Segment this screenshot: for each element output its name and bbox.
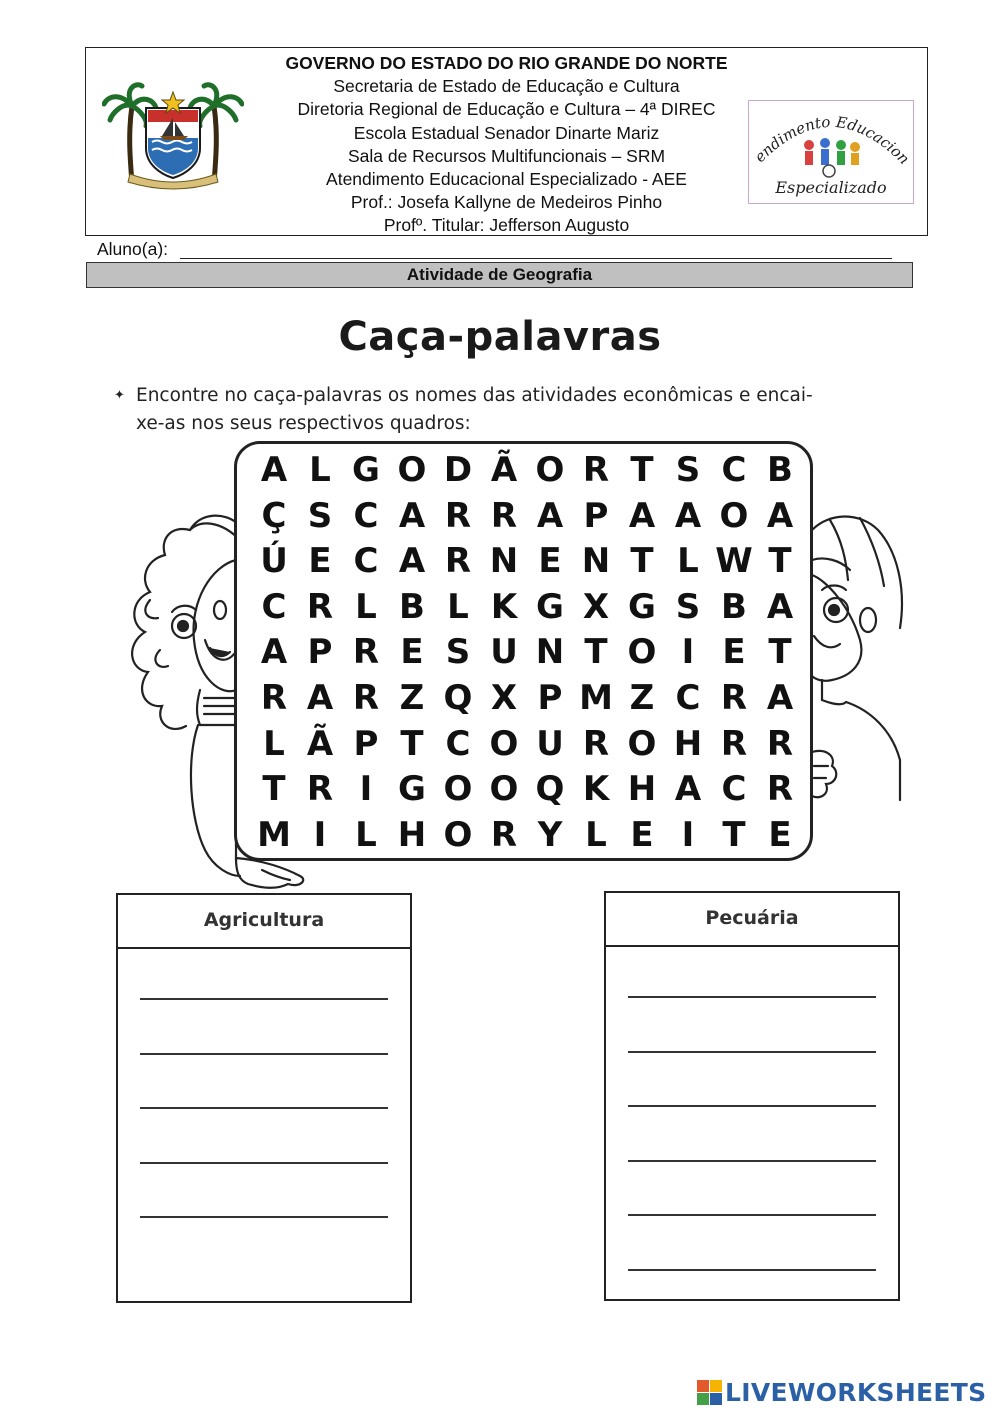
- grid-letter[interactable]: L: [447, 586, 469, 627]
- student-name-field[interactable]: [180, 258, 892, 259]
- grid-letter[interactable]: N: [489, 541, 519, 582]
- livestock-box: [604, 891, 900, 1301]
- grid-letter[interactable]: P: [583, 495, 609, 536]
- grid-letter[interactable]: R: [490, 495, 518, 536]
- grid-letter[interactable]: B: [721, 586, 747, 627]
- grid-letter[interactable]: O: [627, 632, 657, 673]
- grid-letter[interactable]: C: [445, 723, 471, 764]
- grid-letter[interactable]: X: [490, 678, 518, 718]
- grid-letter[interactable]: E: [722, 632, 746, 673]
- grid-letter[interactable]: C: [721, 450, 747, 490]
- grid-letter[interactable]: R: [720, 723, 748, 764]
- grid-letter[interactable]: O: [397, 450, 427, 490]
- grid-letter[interactable]: I: [359, 769, 373, 810]
- agriculture-box: [116, 893, 412, 1303]
- grid-letter[interactable]: H: [397, 814, 427, 855]
- grid-letter[interactable]: Ç: [261, 495, 287, 536]
- grid-letter[interactable]: R: [260, 678, 288, 718]
- grid-letter[interactable]: Ã: [490, 450, 518, 490]
- grid-letter[interactable]: T: [768, 632, 792, 673]
- grid-letter[interactable]: A: [536, 495, 564, 536]
- header-box: [85, 47, 928, 236]
- grid-letter[interactable]: A: [766, 495, 794, 536]
- grid-letter[interactable]: R: [444, 541, 472, 582]
- grid-letter[interactable]: A: [306, 678, 334, 718]
- grid-letter[interactable]: E: [400, 632, 424, 673]
- subject-bar: Atividade de Geografia: [86, 262, 913, 288]
- agriculture-box-title: Agricultura: [118, 895, 410, 949]
- word-search-grid: [234, 441, 813, 861]
- grid-letter[interactable]: R: [306, 586, 334, 627]
- grid-letter[interactable]: R: [490, 814, 518, 855]
- grid-letter[interactable]: O: [489, 769, 519, 810]
- grid-letter[interactable]: X: [582, 586, 610, 627]
- grid-letter[interactable]: E: [630, 814, 654, 855]
- grid-letter[interactable]: A: [766, 586, 794, 627]
- page-title: Caça-palavras: [338, 314, 662, 360]
- grid-letter[interactable]: I: [681, 814, 695, 855]
- grid-letter[interactable]: G: [352, 450, 380, 490]
- grid-letter[interactable]: U: [490, 632, 518, 673]
- grid-letter[interactable]: R: [306, 769, 334, 810]
- grid-letter[interactable]: R: [352, 678, 380, 718]
- grid-letter[interactable]: B: [767, 450, 793, 490]
- aee-logo-image: [749, 101, 913, 203]
- grid-letter[interactable]: L: [355, 586, 377, 627]
- grid-letter[interactable]: L: [677, 541, 699, 582]
- grid-letter[interactable]: I: [681, 632, 695, 673]
- grid-letter[interactable]: T: [722, 814, 746, 855]
- grid-letter[interactable]: T: [584, 632, 608, 673]
- grid-letter[interactable]: M: [257, 814, 291, 855]
- liveworksheets-logo-icon: [697, 1380, 723, 1406]
- grid-letter[interactable]: K: [582, 769, 610, 810]
- answer-line[interactable]: [140, 998, 388, 1000]
- grid-letter[interactable]: T: [630, 450, 654, 490]
- grid-letter[interactable]: A: [260, 632, 288, 673]
- grid-letter[interactable]: K: [490, 586, 518, 627]
- grid-letter[interactable]: A: [260, 450, 288, 490]
- grid-letter[interactable]: T: [400, 723, 424, 764]
- grid-letter[interactable]: Z: [399, 678, 425, 718]
- answer-line[interactable]: [140, 1107, 388, 1109]
- grid-letter[interactable]: A: [398, 541, 426, 582]
- grid-letter[interactable]: O: [535, 450, 565, 490]
- grid-letter[interactable]: A: [398, 495, 426, 536]
- bullet-icon: ✦: [114, 388, 125, 403]
- answer-line[interactable]: [140, 1053, 388, 1055]
- grid-letter[interactable]: L: [263, 723, 285, 764]
- grid-letter[interactable]: W: [715, 541, 753, 582]
- grid-letter[interactable]: U: [536, 723, 564, 764]
- grid-letter[interactable]: M: [579, 678, 613, 718]
- header-line-atendimento: Atendimento Educacional Especializado - AEE: [326, 169, 687, 190]
- grid-letter[interactable]: A: [628, 495, 656, 536]
- grid-letter[interactable]: O: [443, 814, 473, 855]
- grid-letter[interactable]: O: [443, 769, 473, 810]
- grid-letter[interactable]: P: [537, 678, 563, 718]
- svg-text:Especializado: Especializado: [775, 178, 887, 197]
- grid-letter[interactable]: B: [399, 586, 425, 627]
- grid-letter[interactable]: T: [768, 541, 792, 582]
- header-line-diretoria: Diretoria Regional de Educação e Cultura – 4ª DIREC: [297, 99, 716, 120]
- grid-letter[interactable]: C: [721, 769, 747, 810]
- student-name-label: Aluno(a):: [97, 239, 169, 259]
- answer-line[interactable]: [628, 1051, 876, 1053]
- grid-letter[interactable]: R: [720, 678, 748, 718]
- header-line-government: GOVERNO DO ESTADO DO RIO GRANDE DO NORTE: [285, 53, 728, 73]
- header-line-escola: Escola Estadual Senador Dinarte Mariz: [353, 122, 660, 143]
- grid-letter[interactable]: Ú: [260, 541, 288, 582]
- grid-letter[interactable]: S: [445, 632, 471, 673]
- grid-letter[interactable]: H: [673, 723, 703, 764]
- grid-letter[interactable]: O: [627, 723, 657, 764]
- instruction-line-2: xe-as nos seus respectivos quadros:: [136, 413, 471, 434]
- grid-letter[interactable]: N: [535, 632, 565, 673]
- grid-letter[interactable]: P: [307, 632, 333, 673]
- grid-letter[interactable]: O: [489, 723, 519, 764]
- grid-letter[interactable]: A: [766, 678, 794, 718]
- grid-letter[interactable]: G: [398, 769, 426, 810]
- grid-letter[interactable]: N: [581, 541, 611, 582]
- answer-line[interactable]: [628, 1269, 876, 1271]
- answer-line[interactable]: [628, 1160, 876, 1162]
- answer-line[interactable]: [628, 996, 876, 998]
- grid-letter[interactable]: I: [313, 814, 327, 855]
- grid-letter[interactable]: R: [582, 450, 610, 490]
- brand-text: LIVEWORKSHEETS: [725, 1378, 987, 1407]
- grid-letter[interactable]: C: [675, 678, 701, 718]
- answer-line[interactable]: [628, 1105, 876, 1107]
- answer-line[interactable]: [140, 1162, 388, 1164]
- grid-letter[interactable]: E: [308, 541, 332, 582]
- grid-letter[interactable]: R: [766, 769, 794, 810]
- state-crest-logo: [102, 78, 244, 190]
- grid-letter[interactable]: D: [443, 450, 473, 490]
- header-line-titular: Profº. Titular: Jefferson Augusto: [383, 215, 630, 236]
- grid-letter[interactable]: S: [675, 450, 701, 490]
- grid-letter[interactable]: L: [355, 814, 377, 855]
- header-line-secretaria: Secretaria de Estado de Educação e Cultura: [333, 76, 680, 97]
- aee-logo: [748, 100, 914, 204]
- grid-letter[interactable]: L: [585, 814, 607, 855]
- grid-letter[interactable]: R: [582, 723, 610, 764]
- grid-letter[interactable]: P: [353, 723, 379, 764]
- grid-letter[interactable]: A: [674, 769, 702, 810]
- grid-letter[interactable]: R: [352, 632, 380, 673]
- grid-letter[interactable]: S: [675, 586, 701, 627]
- svg-text:Atendimento Educacional: endimento Educacion: [750, 112, 913, 169]
- grid-letter[interactable]: T: [630, 541, 654, 582]
- grid-letter[interactable]: S: [307, 495, 333, 536]
- header-line-sala: Sala de Recursos Multifuncionais – SRM: [347, 145, 666, 166]
- instruction-line-1: Encontre no caça-palavras os nomes das atividades econômicas e encai-: [136, 385, 813, 406]
- grid-letter[interactable]: C: [353, 541, 379, 582]
- livestock-box-title: Pecuária: [606, 893, 898, 947]
- answer-line[interactable]: [140, 1216, 388, 1218]
- grid-letter[interactable]: A: [674, 495, 702, 536]
- grid-letter[interactable]: Z: [629, 678, 655, 718]
- grid-letter[interactable]: G: [628, 586, 656, 627]
- grid-letter[interactable]: H: [627, 769, 657, 810]
- grid-letter[interactable]: E: [538, 541, 562, 582]
- grid-letter[interactable]: Q: [535, 769, 565, 810]
- grid-letter[interactable]: Y: [537, 814, 563, 855]
- grid-letter[interactable]: O: [719, 495, 749, 536]
- grid-letter[interactable]: T: [262, 769, 286, 810]
- grid-letter[interactable]: C: [353, 495, 379, 536]
- grid-letter[interactable]: Q: [443, 678, 473, 718]
- grid-letter[interactable]: C: [261, 586, 287, 627]
- grid-letter[interactable]: E: [768, 814, 792, 855]
- grid-letter[interactable]: G: [536, 586, 564, 627]
- grid-letter[interactable]: R: [444, 495, 472, 536]
- grid-letter[interactable]: L: [309, 450, 331, 490]
- grid-letter[interactable]: Ã: [306, 723, 334, 764]
- grid-letter[interactable]: R: [766, 723, 794, 764]
- header-line-professor: Prof.: Josefa Kallyne de Medeiros Pinho: [350, 192, 663, 213]
- answer-line[interactable]: [628, 1214, 876, 1216]
